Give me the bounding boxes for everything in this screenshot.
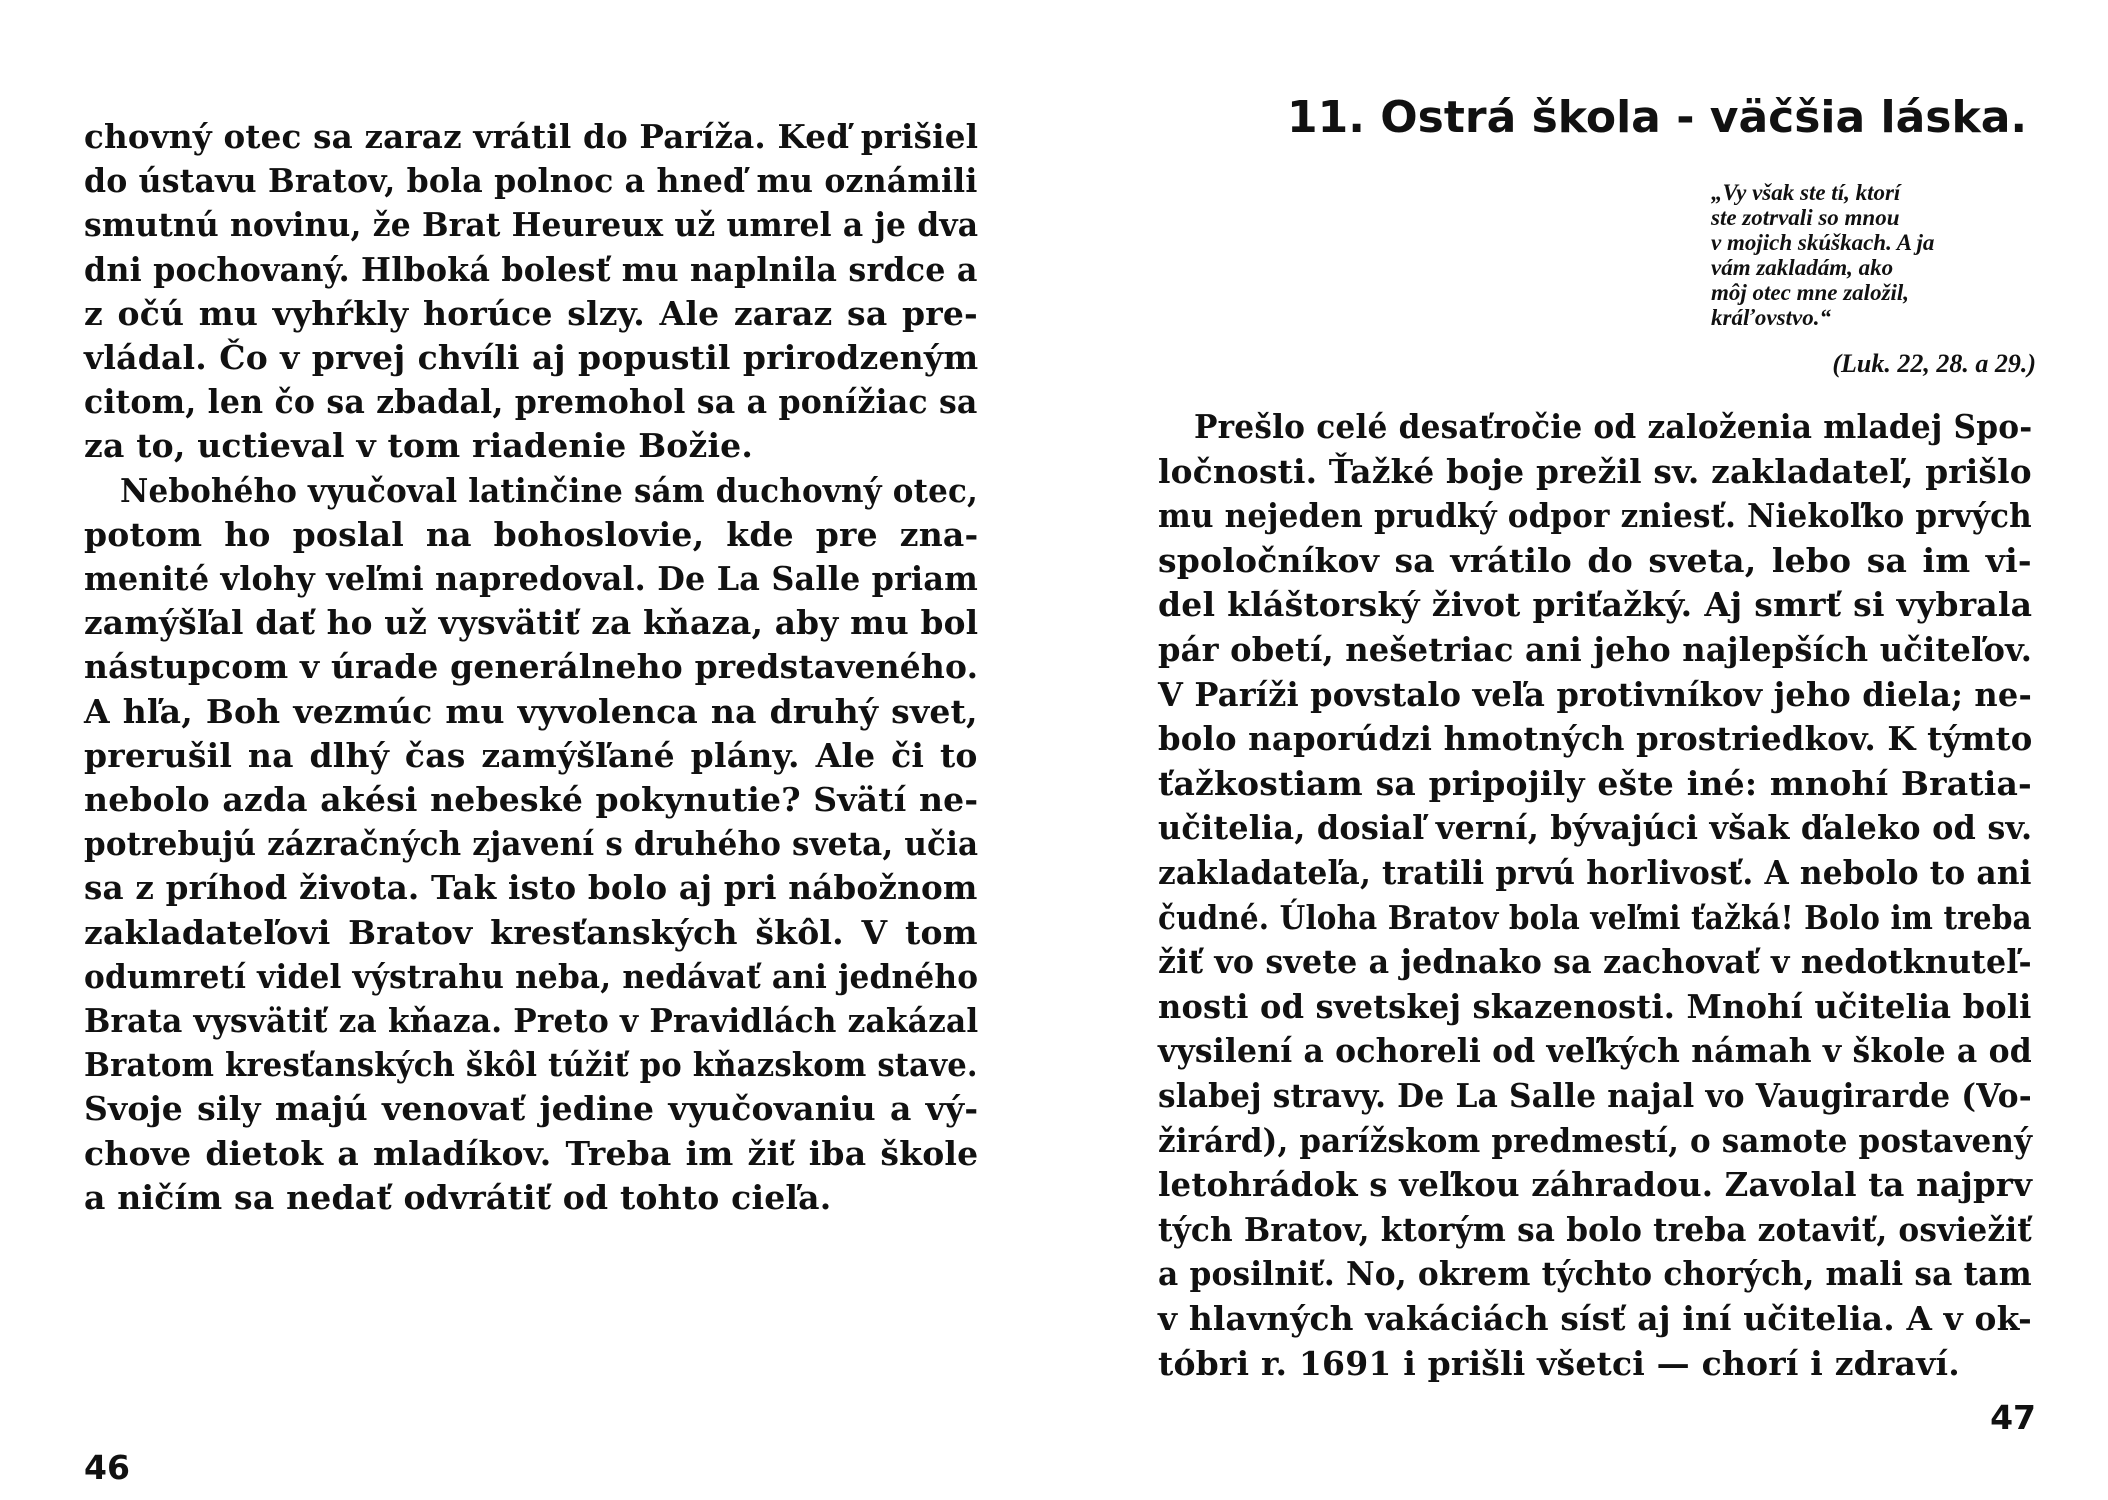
text-line: vysilení a ochoreli od veľkých námah v škole a od [1158,1031,2032,1071]
text-line: za to, uctieval v tom riadenie Božie. [84,426,754,466]
text-line: zamýšľal dať ho už vysvätiť za kňaza, aby mu bol [84,603,979,643]
text-line: menité vlohy veľmi napredoval. De La Salle priam [84,559,979,598]
text-line: prerušil na dlhý čas zamýšľané plány. Ale či to [84,735,978,775]
text-line: z očú mu vyhŕkly horúce slzy. Ale zaraz sa pre- [84,293,978,333]
text-line: letohrádok s veľkou záhradou. Zavolal ta najprv [1158,1165,2033,1205]
text-line: Prešlo celé desaťročie od založenia mladej Spo- [1194,407,2033,446]
text-line: Bratom kresťanských škôl túžiť po kňazskom stave. [84,1045,978,1085]
text-line: žirárd), parížskom predmestí, o samote postavený [1158,1120,2033,1160]
text-line: citom, len čo sa zbadal, premohol sa a ponížiac sa [84,382,978,422]
text-line: zakladateľovi Bratov kresťanských škôl. V tom [84,912,978,952]
motto-line: „Vy však ste tí, ktorí [1711,180,1901,205]
text-line: učitelia, dosiaľ verní, bývajúci však ďaleko od sv. [1158,808,2033,848]
text-line: nástupcom v úrade generálneho predstaveného. [84,647,979,687]
text-line: mu nejeden prudký odpor zniesť. Niekoľko prvých [1158,496,2032,536]
text-line: sa z príhod života. Tak isto bolo aj pri nábožnom [84,868,978,908]
text-line: vládal. Čo v prvej chvíli aj popustil prirodzeným [84,338,979,377]
text-line: smutnú novinu, že Brat Heureux už umrel a je dva [84,205,979,245]
page-number-right: 47 [1990,1398,2036,1437]
motto-reference: (Luk. 22, 28. a 29.) [1832,349,2036,378]
text-line: tóbri r. 1691 i prišli všetci — chorí i zdraví. [1158,1343,1960,1383]
motto-line: môj otec mne založil, [1711,280,1910,305]
text-line: pár obetí, nešetriac ani jeho najlepších učiteľov. [1158,630,2033,669]
text-line: odumretí videl výstrahu neba, nedávať ani jedného [84,956,979,996]
text-line: tých Bratov, ktorým sa bolo treba zotaviť, osviežiť [1158,1209,2032,1249]
text-line: ťažkostiam sa pripojily ešte iné: mnohí Bratia- [1158,763,2032,803]
text-line: dni pochovaný. Hlboká bolesť mu naplnila srdce a [84,249,978,289]
text-line: slabej stravy. De La Salle najal vo Vaugirarde (Vo- [1158,1076,2032,1115]
chapter-title: 11. Ostrá škola - väčšia láska. [1287,92,2028,143]
text-line: chove dietok a mladíkov. Treba im žiť iba škole [84,1133,979,1173]
text-line: nebolo azda akési nebeské pokynutie? Svätí ne- [84,780,979,819]
text-line: žiť vo svete a jednako sa zachovať v nedotknuteľ- [1158,942,2032,982]
motto-line: vám zakladám, ako [1711,255,1894,280]
text-line: čudné. Úloha Bratov bola veľmi ťažká! Bolo im treba [1158,897,2032,937]
motto-line: ste zotrvali so mnou [1711,205,1900,230]
text-line: del kláštorský život priťažký. Aj smrť si vybrala [1158,585,2033,625]
text-line: a posilniť. No, okrem týchto chorých, mali sa tam [1158,1254,2032,1294]
text-line: bolo naporúdzi hmotných prostriedkov. K týmto [1158,719,2033,759]
text-line: zakladateľa, tratili prvú horlivosť. A nebolo to ani [1158,853,2032,892]
text-line: a ničím sa nedať odvrátiť od tohto cieľa. [84,1177,832,1217]
right-page [1054,0,2108,1500]
text-line: ločnosti. Ťažké boje prežil sv. zakladateľ, prišlo [1158,451,2032,491]
text-line: potom ho poslal na bohoslovie, kde pre zna- [84,514,979,554]
text-line: nosti od svetskej skazenosti. Mnohí učitelia boli [1158,986,2032,1026]
text-line: chovný otec sa zaraz vrátil do Paríža. Keď prišiel [84,117,979,156]
text-line: Brata vysvätiť za kňaza. Preto v Pravidlách zakázal [84,1001,979,1040]
text-line: V Paríži povstalo veľa protivníkov jeho diela; ne- [1158,674,2032,714]
page-number-left: 46 [84,1448,130,1487]
motto-line: kráľovstvo.“ [1711,305,1831,330]
text-line: potrebujú zázračných zjavení s druhého sveta, učia [84,824,979,864]
text-line: Nebohého vyučoval latinčine sám duchovný otec, [120,470,978,510]
text-line: do ústavu Bratov, bola polnoc a hneď mu oznámili [84,161,978,201]
text-line: v hlavných vakáciách sísť aj iní učitelia. A v ok- [1158,1299,2032,1338]
text-line: Svoje sily majú venovať jedine vyučovaniu a vý- [84,1089,979,1129]
text-line: spoločníkov sa vrátilo do sveta, lebo sa im vi- [1158,540,2032,580]
motto-line: v mojich skúškach. A ja [1711,230,1935,255]
text-line: A hľa, Boh vezmúc mu vyvolenca na druhý svet, [84,691,978,731]
